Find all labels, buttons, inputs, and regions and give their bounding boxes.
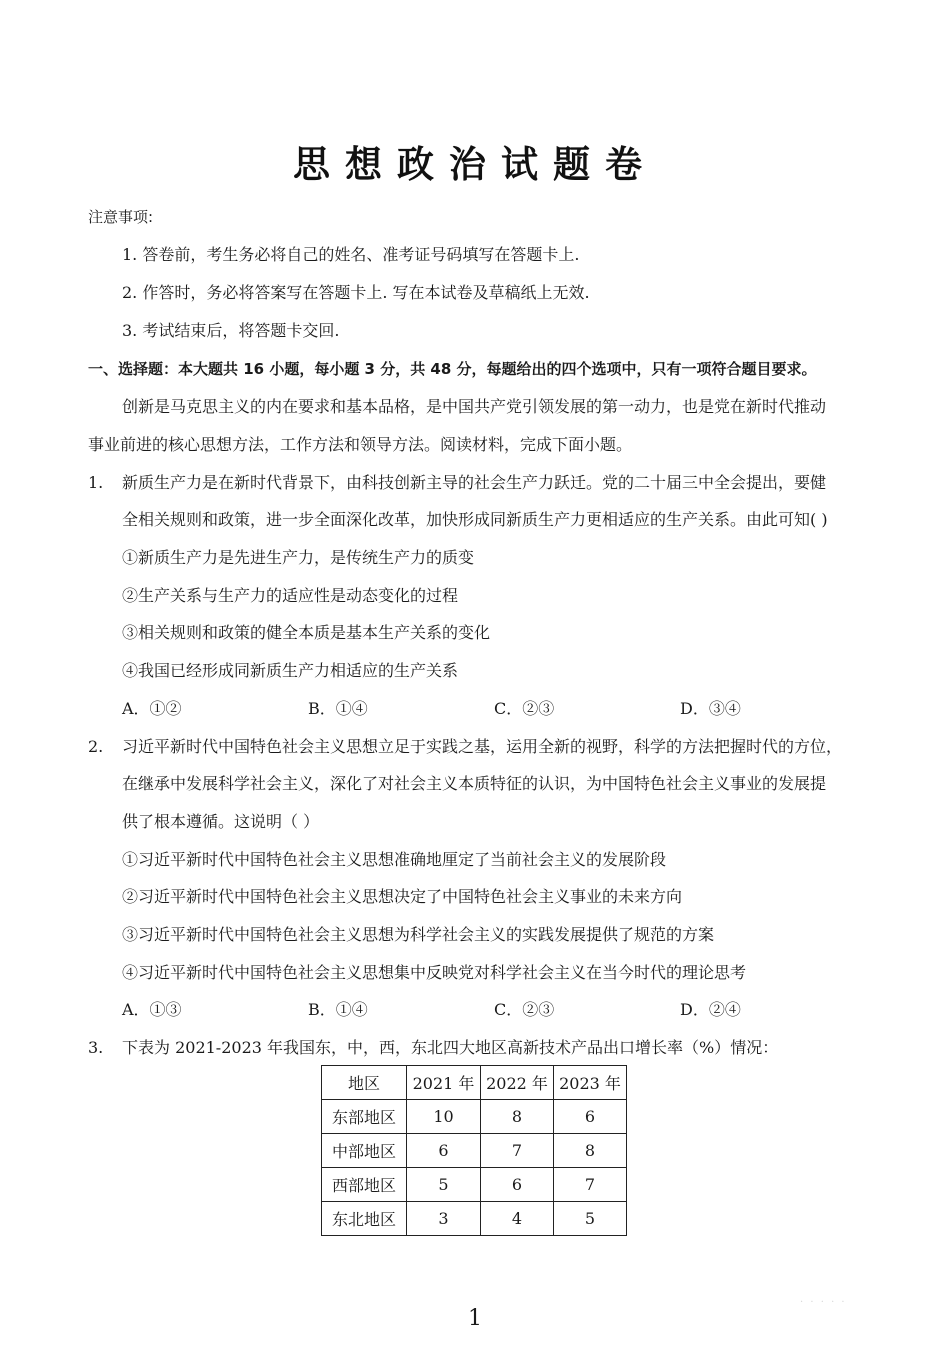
watermark-mark: · · · · · [800, 1297, 847, 1308]
table-header-cell: 地区 [322, 1066, 407, 1100]
section-heading: 一、选择题：本大题共 16 小题，每小题 3 分，共 48 分，每题给出的四个选项中，只有一项符合题目要求。 [88, 360, 817, 378]
question-2-stem-line-3: 供了根本遵循。这说明（ ） [122, 812, 320, 831]
question-3-stem-line-1: 下表为 2021-2023 年我国东，中，西，东北四大地区高新技术产品出口增长率（%）情况： [122, 1038, 779, 1057]
question-2-option-d: D．②④ [680, 1000, 741, 1019]
question-1-option-d: D．③④ [680, 699, 741, 718]
question-1-stem-line-1: 新质生产力是在新时代背景下，由科技创新主导的社会生产力跃迁。党的二十届三中全会提出，要健 [122, 473, 827, 492]
table-row [322, 1134, 627, 1168]
table-cell: 4 [481, 1202, 554, 1236]
question-2-number: 2. [88, 737, 104, 756]
notice-item-1: 1. 答卷前，考生务必将自己的姓名、准考证号码填写在答题卡上. [122, 245, 580, 264]
notice-item-2: 2. 作答时，务必将答案写在答题卡上. 写在本试卷及草稿纸上无效. [122, 283, 590, 302]
table-cell: 6 [407, 1134, 481, 1168]
question-1-statement-2: ②生产关系与生产力的适应性是动态变化的过程 [122, 586, 459, 605]
table-row [322, 1168, 627, 1202]
question-1-stem-line-2: 全相关规则和政策，进一步全面深化改革，加快形成同新质生产力更相适应的生产关系。由此可知( ) [122, 510, 828, 529]
question-2-stem-line-2: 在继承中发展科学社会主义，深化了对社会主义本质特征的认识，为中国特色社会主义事业的发展提 [122, 774, 827, 793]
table-cell: 西部地区 [322, 1168, 407, 1202]
question-2-option-b: B．①④ [308, 1000, 368, 1019]
table-cell: 5 [554, 1202, 627, 1236]
section-intro-line-1: 创新是马克思主义的内在要求和基本品格，是中国共产党引领发展的第一动力，也是党在新时代推动 [122, 397, 827, 416]
table-cell: 东部地区 [322, 1100, 407, 1134]
question-2-stem-line-1: 习近平新时代中国特色社会主义思想立足于实践之基，运用全新的视野，科学的方法把握时代的方位， [122, 737, 843, 756]
question-2-statement-4: ④习近平新时代中国特色社会主义思想集中反映党对科学社会主义在当今时代的理论思考 [122, 963, 747, 982]
question-1-option-a: A．①② [122, 699, 182, 718]
table-cell: 7 [481, 1134, 554, 1168]
exam-title: 思想政治试题卷 [293, 143, 657, 186]
question-1-statement-3: ③相关规则和政策的健全本质是基本生产关系的变化 [122, 623, 491, 642]
export-growth-table [321, 1065, 627, 1236]
question-2-statement-1: ①习近平新时代中国特色社会主义思想准确地厘定了当前社会主义的发展阶段 [122, 850, 667, 869]
question-2-statement-3: ③习近平新时代中国特色社会主义思想为科学社会主义的实践发展提供了规范的方案 [122, 925, 715, 944]
table-cell: 东北地区 [322, 1202, 407, 1236]
notice-heading: 注意事项: [88, 208, 154, 226]
table-cell: 3 [407, 1202, 481, 1236]
question-1-number: 1. [88, 473, 104, 492]
table-cell: 6 [481, 1168, 554, 1202]
question-3-number: 3. [88, 1038, 104, 1057]
question-2-option-c: C．②③ [494, 1000, 555, 1019]
table-header-cell: 2021 年 [407, 1066, 481, 1100]
table-cell: 5 [407, 1168, 481, 1202]
notice-item-3: 3. 考试结束后，将答题卡交回. [122, 321, 340, 340]
table-cell: 10 [407, 1100, 481, 1134]
question-1-statement-4: ④我国已经形成同新质生产力相适应的生产关系 [122, 661, 459, 680]
table-cell: 6 [554, 1100, 627, 1134]
table-cell: 8 [554, 1134, 627, 1168]
table-header-cell: 2023 年 [554, 1066, 627, 1100]
table-row [322, 1202, 627, 1236]
table-cell: 中部地区 [322, 1134, 407, 1168]
question-1-statement-1: ①新质生产力是先进生产力，是传统生产力的质变 [122, 548, 475, 567]
table-row [322, 1100, 627, 1134]
table-header-row [322, 1066, 627, 1100]
section-intro-line-2: 事业前进的核心思想方法，工作方法和领导方法。阅读材料，完成下面小题。 [88, 435, 633, 454]
table-cell: 7 [554, 1168, 627, 1202]
page-number: 1 [468, 1306, 482, 1331]
question-2-statement-2: ②习近平新时代中国特色社会主义思想决定了中国特色社会主义事业的未来方向 [122, 887, 683, 906]
question-2-option-a: A．①③ [122, 1000, 182, 1019]
question-1-option-c: C．②③ [494, 699, 555, 718]
table-header-cell: 2022 年 [481, 1066, 554, 1100]
table-cell: 8 [481, 1100, 554, 1134]
question-1-option-b: B．①④ [308, 699, 368, 718]
